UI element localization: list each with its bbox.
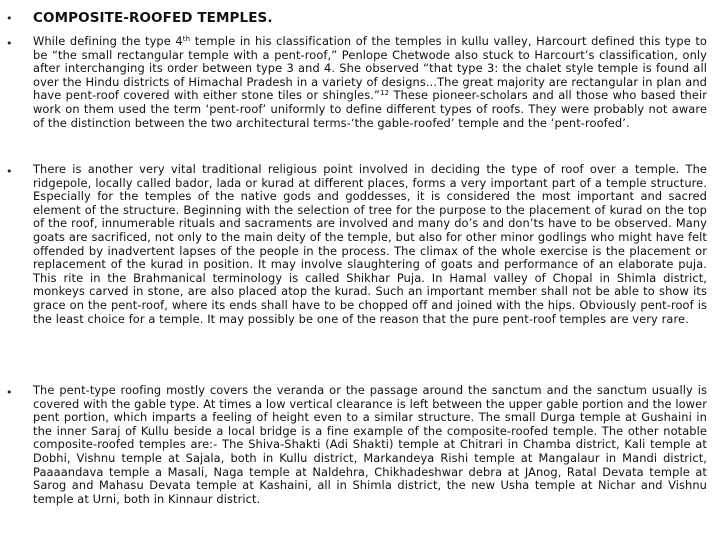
p1-text-b: temple in his classification of the temples in kullu valley, Harcourt defined this type to be “the small rectangular temple with a pent-roof,” Penlope Chetwode also stuck to Harcourt’s classification, only after interchanging its order between type 3 and 4. She observed “that type 3: the chalet style temple is found all over the Hindu districts of Himachal Pradesh in a variety of designs...The great majority are rectangular in plan and have pent-roof covered with either stone tiles or shingles.” <box>33 34 707 103</box>
paragraph-harcourt-classification <box>33 35 707 130</box>
p1-text-a: While defining the type 4 <box>33 34 183 48</box>
bullet-marker: • <box>6 12 13 25</box>
ordinal-superscript: th <box>182 35 191 43</box>
paragraph-composite-examples: The pent-type roofing mostly covers the veranda or the passage around the sanctum and the sanctum usually is covered with the gable type. At times a low vertical clearance is left between the upper gable portion and the lower pent portion, which imparts a feeling of height even to a similar structure. The small Durga temple at Gushaini in the inner Saraj of Kullu beside a local bridge is a fine example of the composite-roofed temple. The other notable composite-roofed temples are:- The Shiva-Shakti (Adi Shakti) temple at Chitrari in Chamba district, Kali temple at Dobhi, Vishnu temple at Sajala, both in Kullu district, Markandeya Rishi temple at Mangalaur in Mandi district, Paaaandava temple a Masali, Naga temple at Naldehra, Chikhadeshwar debra at JAnog, Ratal Devata temple at Sarog and Mahasu Devata temple at Kashaini, all in Shimla district, the new Usha temple at Nichar and Vishnu temple at Urni, both in Kinnaur district. <box>33 383 707 506</box>
bullet-marker: • <box>6 386 13 399</box>
p1-text-c: These pioneer-scholars and all those who based their work on them used the term ‘pent-roof’ uniformly to define different types of roofs. They were probably not aware of the distinction between the two architectural terms-‘the gable-roofed’ temple and the ‘pent-roofed’. <box>33 88 707 130</box>
footnote-superscript: 12 <box>380 89 390 98</box>
section-heading: COMPOSITE-ROOFED TEMPLES. <box>33 10 273 26</box>
paragraph-ridgepole-tradition: There is another very vital traditional religious point involved in deciding the type of roof over a temple. The ridgepole, locally called bador, lada or kurad at different places, forms a very important part of a temple structure. Especially for the temples of the native gods and goddesses, it is considered the most important and sacred element of the structure. Beginning with the selection of tree for the purpose to the placement of kurad on the top of the roof, innumerable rituals and sacraments are involved and many do’s and don’ts have to be observed. Many goats are sacrificed, not only to the main deity of the temple, but also for other minor godlings who might have felt offended by inadvertent lapses of the people in the process. The climax of the whole exercise is the placement or replacement of the kurad in position. It may involve slaughtering of goats and performance of an elaborate puja. This rite in the Brahmanical terminology is called Shikhar Puja. In Hamal valley of Chopal in Shimla district, monkeys carved in stone, are also placed atop the kurad. Such an important member shall not be able to show its grace on the pent-roof, where its ends shall have to be chopped off and joined with the hips. Obviously pent-roof is the least choice for a temple. It may possibly be one of the reason that the pure pent-roof temples are very rare. <box>33 162 707 326</box>
bullet-marker: • <box>6 37 13 50</box>
bullet-marker: • <box>6 165 13 178</box>
